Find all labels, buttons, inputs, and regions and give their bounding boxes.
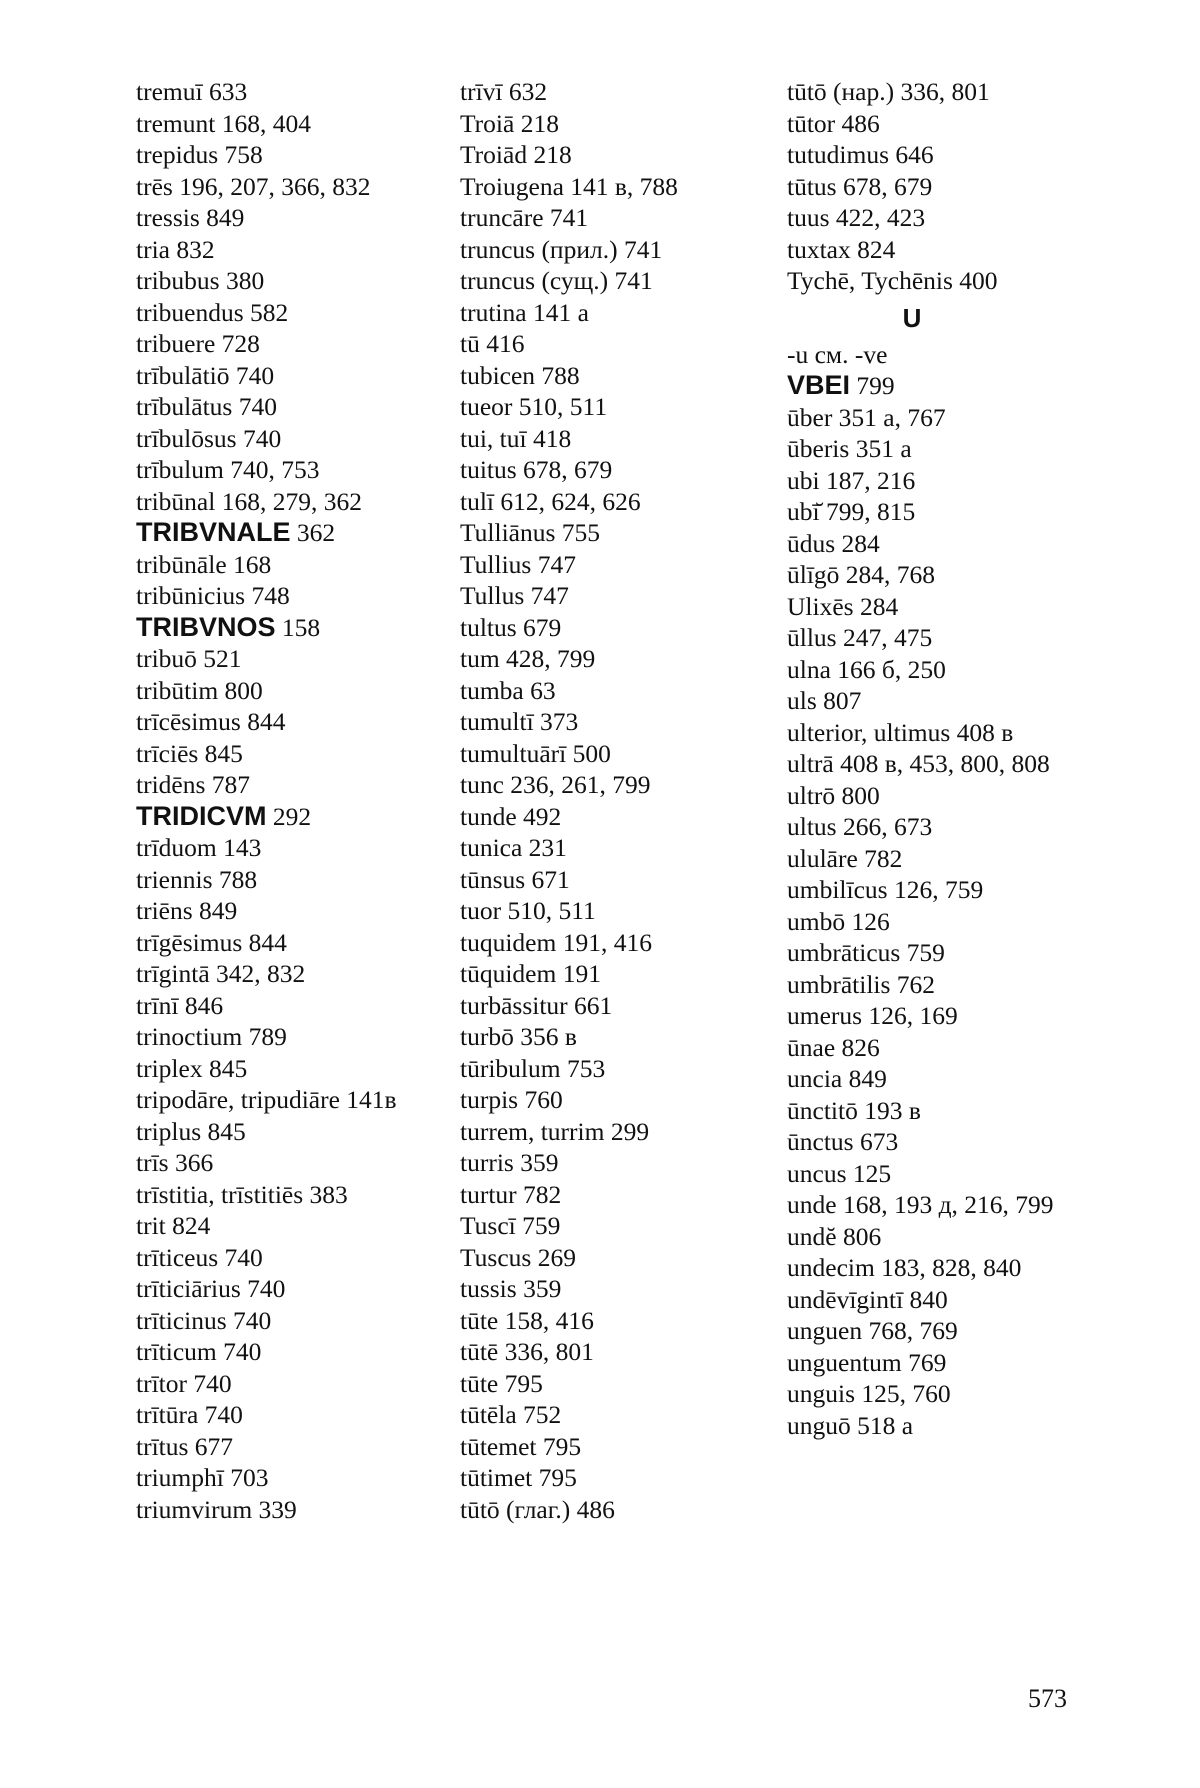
inscription-headword: TRIBVNALE <box>136 517 291 547</box>
index-entry: truncus (прил.) 741 <box>460 234 663 264</box>
index-entry: ultrō 800 <box>787 780 880 810</box>
index-entry: uncia 849 <box>787 1064 887 1093</box>
index-entry: truncāre 741 <box>460 203 589 232</box>
index-entry: umerus 126, 169 <box>787 1001 958 1030</box>
index-entry: Tullius 747 <box>460 549 576 579</box>
index-entry: tūtō (глаг.) 486 <box>460 1494 615 1524</box>
page-references: 362 <box>290 518 336 547</box>
index-entry: tuquidem 191, 416 <box>460 927 652 957</box>
index-entry: Tuscī 759 <box>460 1211 561 1240</box>
index-entry: tribuendus 582 <box>136 297 289 327</box>
page-number: 573 <box>1028 1684 1067 1713</box>
index-entry: turtur 782 <box>460 1179 562 1209</box>
page-references: 158 <box>275 612 321 642</box>
index-entry: tribūtim 800 <box>136 675 263 705</box>
index-entry: triēns 849 <box>136 896 238 925</box>
index-entry: tūte 795 <box>460 1368 543 1398</box>
index-entry: unguis 125, 760 <box>787 1379 951 1408</box>
index-entry: tuitus 678, 679 <box>460 455 613 484</box>
index-entry: uls 807 <box>787 686 862 715</box>
inscription-headword: VBEI <box>787 370 851 400</box>
index-entry: tripodāre, tripudiāre 141в <box>136 1085 397 1114</box>
index-entry: tumba 63 <box>460 675 556 705</box>
index-entry: tribubus 380 <box>136 266 265 295</box>
index-entry: Troiugena 141 в, 788 <box>460 171 678 201</box>
index-entry: ubī̆ 799, 815 <box>787 497 916 526</box>
index-entry: unguen 768, 769 <box>787 1316 958 1345</box>
index-entry: tuxtax 824 <box>787 234 896 264</box>
index-entry: tūtemet 795 <box>460 1431 582 1461</box>
index-entry: tubicen 788 <box>460 360 580 390</box>
index-entry: triplex 845 <box>136 1053 248 1083</box>
index-entry: ūlīgō 284, 768 <box>787 560 936 589</box>
index-entry: tribuere 728 <box>136 329 260 358</box>
index-entry: tūtēla 752 <box>460 1400 562 1429</box>
index-entry: tui, tuī 418 <box>460 423 572 453</box>
index-entry: tū 416 <box>460 329 525 358</box>
index-column-1 <box>136 76 466 1525</box>
index-entry: tribūnāle 168 <box>136 549 272 579</box>
index-entry: trīduom 143 <box>136 833 262 862</box>
index-entry: Tychē, Tychēnis 400 <box>787 266 998 295</box>
index-entry: ultrā 408 в, 453, 800, 808 <box>787 749 1050 778</box>
index-entry: turris 359 <box>460 1148 559 1177</box>
index-entry: tribūnal 168, 279, 362 <box>136 486 362 516</box>
index-entry: umbrātilis 762 <box>787 969 936 999</box>
index-entry: trīciēs 845 <box>136 738 243 768</box>
index-entry: truncus (сущ.) 741 <box>460 266 653 295</box>
index-entry: tūte 158, 416 <box>460 1305 594 1335</box>
index-entry: trutina 141 а <box>460 297 589 327</box>
index-entry: tremunt 168, 404 <box>136 108 311 138</box>
index-entry: tūtimet 795 <box>460 1463 577 1492</box>
index-entry: tūtō (нар.) 336, 801 <box>787 77 990 106</box>
index-entry: tultus 679 <box>460 612 562 642</box>
index-entry: trīticiārius 740 <box>136 1274 286 1303</box>
index-entry: turbāssitur 661 <box>460 990 613 1020</box>
index-entry: trīs 366 <box>136 1148 214 1177</box>
index-entry <box>136 517 466 549</box>
index-entry: ūllus 247, 475 <box>787 623 933 652</box>
index-entry: tunc 236, 261, 799 <box>460 770 651 799</box>
index-entry: Troiā 218 <box>460 108 559 138</box>
index-entry: triumvirum 339 <box>136 1494 297 1524</box>
index-entry: Tulliānus 755 <box>460 518 601 547</box>
index-entry: uncus 125 <box>787 1158 892 1188</box>
index-entry: tribūnicius 748 <box>136 581 290 610</box>
index-entry: trīvī 632 <box>460 77 548 106</box>
index-entry: Tuscus 269 <box>460 1242 576 1272</box>
index-entry: tueor 510, 511 <box>460 392 608 421</box>
index-entry: trēs 196, 207, 366, 832 <box>136 171 371 201</box>
index-entry: trībulōsus 740 <box>136 423 282 453</box>
index-entry: tuus 422, 423 <box>787 203 926 232</box>
index-entry: trīnī 846 <box>136 990 224 1020</box>
index-entry: tūribulum 753 <box>460 1053 606 1083</box>
index-entry: trīticeus 740 <box>136 1242 263 1272</box>
index-entry: turrem, turrim 299 <box>460 1116 650 1146</box>
index-entry: trinoctium 789 <box>136 1022 287 1051</box>
index-entry: triumphī 703 <box>136 1463 269 1492</box>
index-entry: ūdus 284 <box>787 528 880 558</box>
index-column-2 <box>460 76 790 1525</box>
index-entry: trepidus 758 <box>136 140 263 169</box>
index-entry: tūtē 336, 801 <box>460 1337 594 1366</box>
index-entry: ultus 266, 673 <box>787 812 933 841</box>
index-entry <box>136 801 466 833</box>
index-entry: unguō 518 а <box>787 1410 914 1440</box>
index-entry: ūber 351 а, 767 <box>787 402 946 432</box>
index-entry: tumultuārī 500 <box>460 738 611 768</box>
index-entry: tum 428, 799 <box>460 644 596 673</box>
index-entry: umbilīcus 126, 759 <box>787 875 984 904</box>
index-entry: tūquidem 191 <box>460 959 601 988</box>
index-entry <box>136 612 466 644</box>
index-entry: trīstitia, trīstitiēs 383 <box>136 1179 348 1209</box>
index-entry: ululāre 782 <box>787 843 903 873</box>
index-entry: Tullus 747 <box>460 581 569 610</box>
inscription-headword: TRIDICVM <box>136 800 267 831</box>
index-entry: ūnctus 673 <box>787 1127 899 1156</box>
index-entry: trit 824 <box>136 1211 211 1240</box>
index-column-3 <box>787 76 1127 1441</box>
index-entry: trīticum 740 <box>136 1337 262 1366</box>
index-entry: turbō 356 в <box>460 1022 577 1051</box>
index-entry: ulna 166 б, 250 <box>787 654 946 684</box>
index-entry: trībulātiō 740 <box>136 360 275 390</box>
index-entry: unde 168, 193 д, 216, 799 <box>787 1190 1054 1219</box>
page-references: 799 <box>850 371 895 400</box>
index-entry: tuor 510, 511 <box>460 896 596 925</box>
index-entry: unguentum 769 <box>787 1347 947 1377</box>
index-entry: trīgēsimus 844 <box>136 927 287 957</box>
index-entry: trīcēsimus 844 <box>136 707 286 736</box>
index-entry: tunde 492 <box>460 801 562 831</box>
index-entry: ūberis 351 а <box>787 434 912 463</box>
index-entry: ūnctitō 193 в <box>787 1095 921 1125</box>
index-entry: tulī 612, 624, 626 <box>460 486 641 516</box>
index-entry: trītūra 740 <box>136 1400 243 1429</box>
index-entry: ubi 187, 216 <box>787 465 916 495</box>
index-entry: umbrāticus 759 <box>787 938 945 967</box>
index-entry: triennis 788 <box>136 864 258 894</box>
index-entry: ulterior, ultimus 408 в <box>787 717 1014 747</box>
index-entry: trībulum 740, 753 <box>136 455 320 484</box>
index-entry <box>787 370 1127 402</box>
index-entry: tribuō 521 <box>136 644 242 673</box>
index-entry: ūnae 826 <box>787 1032 880 1062</box>
index-entry: undēvīgintī 840 <box>787 1284 948 1314</box>
index-entry: tumultī 373 <box>460 707 579 736</box>
index-entry: undecim 183, 828, 840 <box>787 1253 1022 1282</box>
index-entry: trītor 740 <box>136 1368 232 1398</box>
inscription-headword: TRIBVNOS <box>136 611 276 642</box>
section-letter: U <box>902 302 922 333</box>
index-entry: umbō 126 <box>787 906 890 936</box>
page-references: 292 <box>266 801 312 831</box>
index-entry: tūtus 678, 679 <box>787 171 933 201</box>
index-entry: tūtor 486 <box>787 108 880 138</box>
index-entry: Troiād 218 <box>460 140 572 169</box>
index-entry: trībulātus 740 <box>136 392 277 421</box>
index-entry: tutudimus 646 <box>787 140 934 169</box>
index-entry: trīticinus 740 <box>136 1305 272 1335</box>
index-entry: tridēns 787 <box>136 770 251 799</box>
index-entry: trīgintā 342, 832 <box>136 959 306 988</box>
index-entry: -u см. -ve <box>787 339 888 369</box>
index-entry: tunica 231 <box>460 833 567 862</box>
index-entry: tussis 359 <box>460 1274 562 1303</box>
index-entry: Ulixēs 284 <box>787 591 899 621</box>
index-entry: tūnsus 671 <box>460 864 570 894</box>
index-entry: tressis 849 <box>136 203 245 232</box>
index-entry: tria 832 <box>136 234 215 264</box>
index-entry: turpis 760 <box>460 1085 563 1114</box>
index-entry: trītus 677 <box>136 1431 234 1461</box>
index-entry: undĕ 806 <box>787 1221 882 1251</box>
index-entry: triplus 845 <box>136 1116 246 1146</box>
index-entry: tremuī 633 <box>136 77 248 106</box>
